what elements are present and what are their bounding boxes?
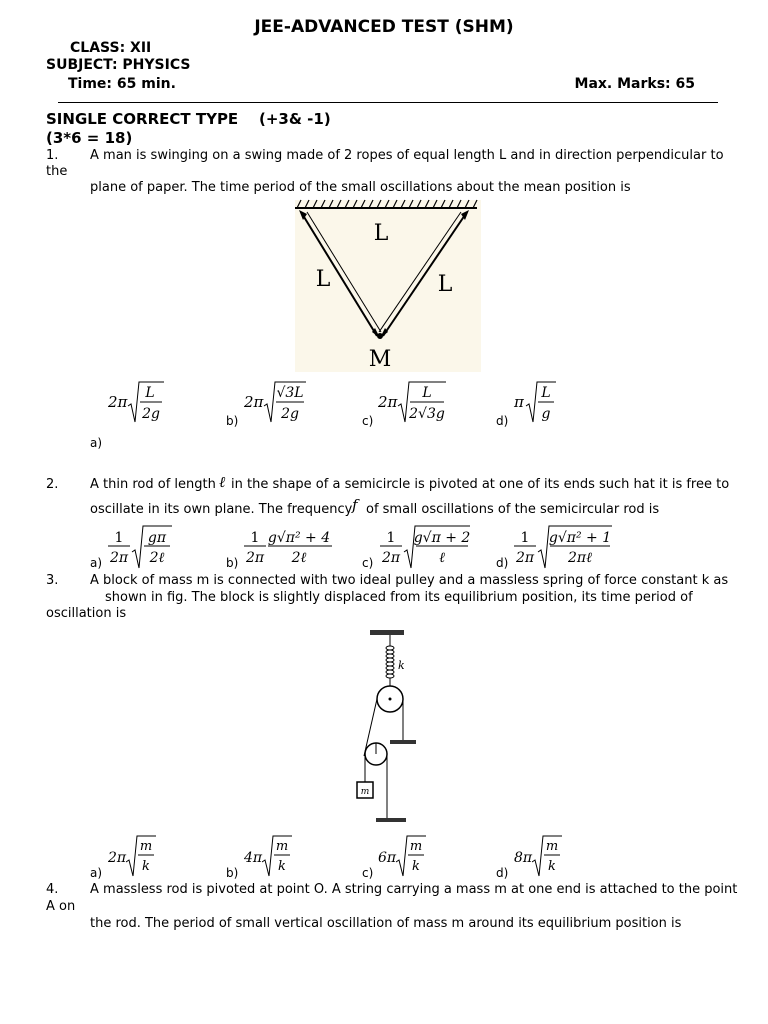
option-coefficient: 6π — [378, 850, 397, 866]
subject-label: SUBJECT: PHYSICS — [46, 57, 191, 73]
q2-option-a-label: a) — [90, 556, 103, 570]
option-numerator: m — [139, 839, 153, 854]
q1-option-a-formula — [104, 376, 174, 430]
option-denominator: k — [412, 859, 420, 874]
right-rope-label: L — [437, 272, 453, 297]
q1-option-b-label: b) — [226, 414, 239, 428]
q4-line2: the rod. The period of small vertical oscillation of mass m around its equilibrium position is — [90, 916, 682, 931]
option-numerator: L — [541, 385, 551, 401]
q1-number: 1. — [46, 148, 59, 163]
q2-option-b-formula — [240, 522, 340, 572]
option-numerator: gπ — [147, 530, 167, 546]
option-denominator: k — [278, 859, 286, 874]
option-numerator: L — [422, 385, 432, 401]
section-marking: (+3& -1) — [259, 110, 331, 128]
max-marks-label: Max. Marks: 65 — [574, 76, 695, 92]
prefactor-numerator: 1 — [386, 530, 396, 546]
top-length-label: L — [373, 221, 389, 246]
option-coefficient: 2π — [378, 393, 398, 411]
floor-support — [376, 818, 406, 822]
option-denominator: 2πℓ — [568, 550, 592, 566]
mass-label: M — [368, 347, 392, 372]
q3-option-d-formula — [510, 832, 570, 880]
prefactor-denominator: 2π — [109, 550, 129, 566]
q2-option-d-label: d) — [496, 556, 509, 570]
q1-line1-wrap: the — [46, 164, 68, 179]
pulley-figure — [340, 626, 430, 826]
option-coefficient: 2π — [244, 393, 264, 411]
q3-option-b-formula — [240, 832, 300, 880]
header-divider — [58, 102, 718, 103]
option-denominator: ℓ — [439, 550, 445, 566]
option-numerator: m — [409, 839, 423, 854]
q2-line1-start: A thin rod of length — [90, 477, 216, 492]
q4-number: 4. — [46, 882, 59, 897]
q2-option-a-formula — [104, 522, 184, 572]
option-numerator: m — [545, 839, 559, 854]
prefactor-denominator: 2π — [245, 550, 265, 566]
q3-option-a-label: a) — [90, 866, 103, 880]
left-rope-label: L — [315, 267, 331, 292]
time-label: Time: 65 min. — [68, 76, 176, 92]
option-denominator: 2√3g — [409, 406, 445, 422]
option-numerator: L — [145, 385, 155, 401]
q3-number: 3. — [46, 573, 59, 588]
prefactor-numerator: 1 — [250, 530, 260, 546]
q2-option-b-label: b) — [226, 556, 239, 570]
option-coefficient: 2π — [108, 393, 128, 411]
option-denominator: 2g — [142, 406, 160, 422]
q4-line1-wrap: A on — [46, 899, 76, 914]
q3-option-d-label: d) — [496, 866, 509, 880]
q1-option-c-formula — [374, 376, 454, 430]
q1-line2: plane of paper. The time period of the small oscillations about the mean position is — [90, 180, 631, 195]
upper-pulley-axle — [389, 698, 392, 701]
q2-option-d-formula — [510, 522, 616, 572]
section-total: (3*6 = 18) — [46, 129, 133, 147]
right-support — [390, 740, 416, 744]
option-denominator: g — [541, 406, 551, 422]
option-numerator: g√π + 2 — [413, 530, 471, 546]
prefactor-denominator: 2π — [515, 550, 535, 566]
q3-line2: shown in fig. The block is slightly displaced from its equilibrium position, its time period of — [105, 590, 693, 605]
q2-line2-start: oscillate in its own plane. The frequency — [90, 502, 353, 517]
q3-option-c-formula — [374, 832, 434, 880]
option-coefficient: 2π — [108, 850, 127, 866]
section-title: SINGLE CORRECT TYPE — [46, 110, 239, 128]
prefactor-numerator: 1 — [520, 530, 530, 546]
prefactor-numerator: 1 — [114, 530, 124, 546]
q3-line3: oscillation is — [46, 606, 127, 621]
mass-point — [377, 333, 383, 339]
option-coefficient: 8π — [514, 850, 533, 866]
q1-option-b-formula — [240, 376, 316, 430]
option-coefficient: 4π — [244, 850, 263, 866]
spring-coils — [386, 646, 394, 678]
class-label: CLASS: XII — [70, 40, 152, 56]
q2-option-c-label: c) — [362, 556, 374, 570]
spring-constant-label: k — [398, 659, 405, 672]
q1-option-d-formula — [510, 376, 560, 430]
option-numerator: g√π² + 1 — [548, 530, 612, 546]
swing-figure — [285, 196, 485, 376]
q3-option-a-formula — [104, 832, 164, 880]
option-denominator: 2ℓ — [291, 550, 307, 566]
option-numerator: m — [275, 839, 289, 854]
option-coefficient: π — [514, 393, 524, 411]
q2-line2-end: of small oscillations of the semicircular rod is — [366, 502, 660, 517]
q1-line1: A man is swinging on a swing made of 2 ropes of equal length L and in direction perpendicular to — [90, 148, 724, 163]
option-denominator: 2g — [281, 406, 299, 422]
option-numerator: g√π² + 4 — [267, 530, 331, 546]
q1-option-c-label: c) — [362, 414, 374, 428]
q2-option-c-formula — [376, 522, 476, 572]
q2-number: 2. — [46, 477, 59, 492]
option-denominator: k — [142, 859, 150, 874]
option-denominator: k — [548, 859, 556, 874]
q4-line1: A massless rod is pivoted at point O. A string carrying a mass m at one end is attached to the point — [90, 882, 738, 897]
q3-option-b-label: b) — [226, 866, 239, 880]
q1-option-a-label: a) — [90, 436, 103, 450]
q3-option-c-label: c) — [362, 866, 374, 880]
ceiling-support — [370, 630, 404, 635]
prefactor-denominator: 2π — [381, 550, 401, 566]
block-mass-label: m — [360, 787, 370, 797]
option-numerator: √3L — [276, 385, 304, 401]
page-title: JEE-ADVANCED TEST (SHM) — [254, 17, 514, 37]
option-denominator: 2ℓ — [149, 550, 165, 566]
q1-option-d-label: d) — [496, 414, 509, 428]
q3-line1: A block of mass m is connected with two ideal pulley and a massless spring of force constant k as — [90, 573, 729, 588]
q2-length-symbol: ℓ — [219, 473, 226, 491]
q2-frequency-symbol: f — [352, 496, 358, 514]
q2-line1-end: in the shape of a semicircle is pivoted at one of its ends such hat it is free to — [231, 477, 730, 492]
